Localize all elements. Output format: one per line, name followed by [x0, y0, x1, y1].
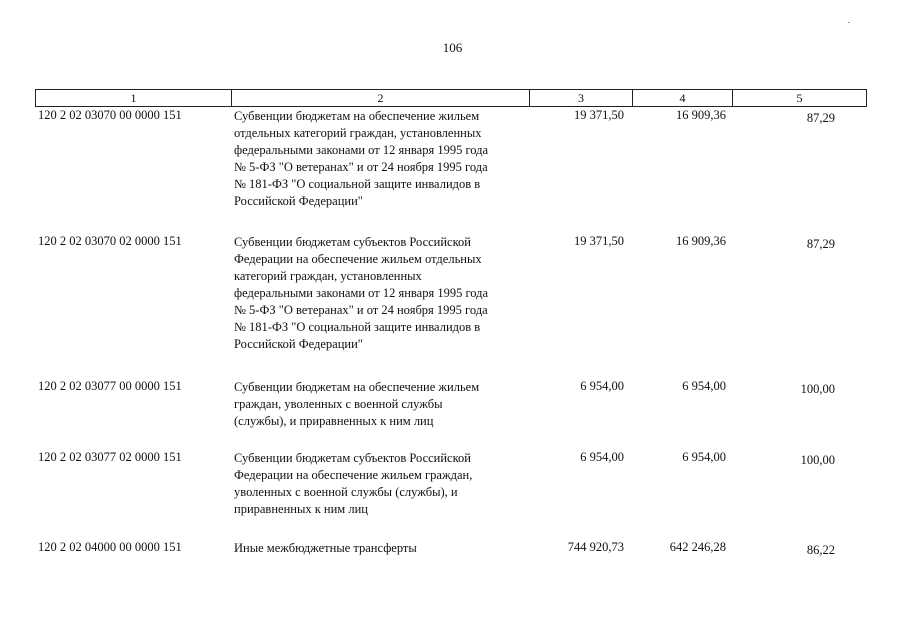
description-line: Субвенции бюджетам субъектов Российской [234, 235, 471, 249]
description-line: федеральными законами от 12 января 1995 года [234, 143, 489, 157]
execution-percent: 86,22 [806, 543, 835, 557]
budget-code: 120 2 02 03077 00 0000 151 [38, 379, 182, 393]
page-number: 106 [442, 40, 463, 55]
description-line: Иные межбюджетные трансферты [234, 541, 417, 555]
actual-amount: 6 954,00 [682, 379, 726, 393]
row-description [234, 540, 526, 557]
column-header-1: 1 [36, 90, 232, 106]
budget-code: 120 2 02 03077 02 0000 151 [38, 450, 182, 464]
description-line: Субвенции бюджетам на обеспечение жильем [234, 380, 480, 394]
description-line: приравненных к ним лиц [234, 502, 368, 516]
row-description [234, 108, 526, 210]
description-line: граждан, уволенных с военной службы [234, 397, 443, 411]
description-line: № 5-ФЗ "О ветеранах" и от 24 ноября 1995 года [234, 160, 488, 174]
execution-percent: 87,29 [806, 111, 835, 125]
description-line: федеральными законами от 12 января 1995 года [234, 286, 489, 300]
table-header-row [35, 89, 867, 107]
execution-percent: 87,29 [806, 237, 835, 251]
budget-code: 120 2 02 03070 00 0000 151 [38, 108, 182, 122]
column-header-5: 5 [796, 91, 803, 105]
planned-amount: 6 954,00 [580, 379, 624, 393]
planned-amount: 19 371,50 [574, 108, 624, 122]
planned-amount: 19 371,50 [574, 234, 624, 248]
planned-amount: 6 954,00 [580, 450, 624, 464]
description-line: (службы), и приравненных к ним лиц [234, 414, 434, 428]
row-description [234, 234, 526, 353]
description-line: Субвенции бюджетам субъектов Российской [234, 451, 471, 465]
description-line: № 5-ФЗ "О ветеранах" и от 24 ноября 1995 года [234, 303, 488, 317]
description-line: Федерации на обеспечение жильем граждан, [234, 468, 473, 482]
description-line: отдельных категорий граждан, установленных [234, 126, 482, 140]
execution-percent: 100,00 [800, 453, 835, 467]
actual-amount: 16 909,36 [676, 108, 726, 122]
description-line: Субвенции бюджетам на обеспечение жильем [234, 109, 480, 123]
description-line: Российской Федерации" [234, 194, 363, 208]
column-header-4: 4 [633, 90, 733, 106]
actual-amount: 642 246,28 [669, 540, 726, 554]
budget-code: 120 2 02 03070 02 0000 151 [38, 234, 182, 248]
row-description [234, 379, 526, 430]
row-description [234, 450, 526, 518]
execution-percent: 100,00 [800, 382, 835, 396]
description-line: Российской Федерации" [234, 337, 363, 351]
planned-amount: 744 920,73 [567, 540, 624, 554]
column-header-3: 3 [530, 90, 633, 106]
description-line: № 181-ФЗ "О социальной защите инвалидов в [234, 177, 481, 191]
description-line: категорий граждан, установленных [234, 269, 422, 283]
description-line: Федерации на обеспечение жильем отдельных [234, 252, 482, 266]
actual-amount: 6 954,00 [682, 450, 726, 464]
column-header-2: 2 [232, 90, 530, 106]
scan-speck [848, 22, 850, 23]
description-line: № 181-ФЗ "О социальной защите инвалидов в [234, 320, 481, 334]
budget-code: 120 2 02 04000 00 0000 151 [38, 540, 182, 554]
description-line: уволенных с военной службы (службы), и [234, 485, 458, 499]
actual-amount: 16 909,36 [676, 234, 726, 248]
